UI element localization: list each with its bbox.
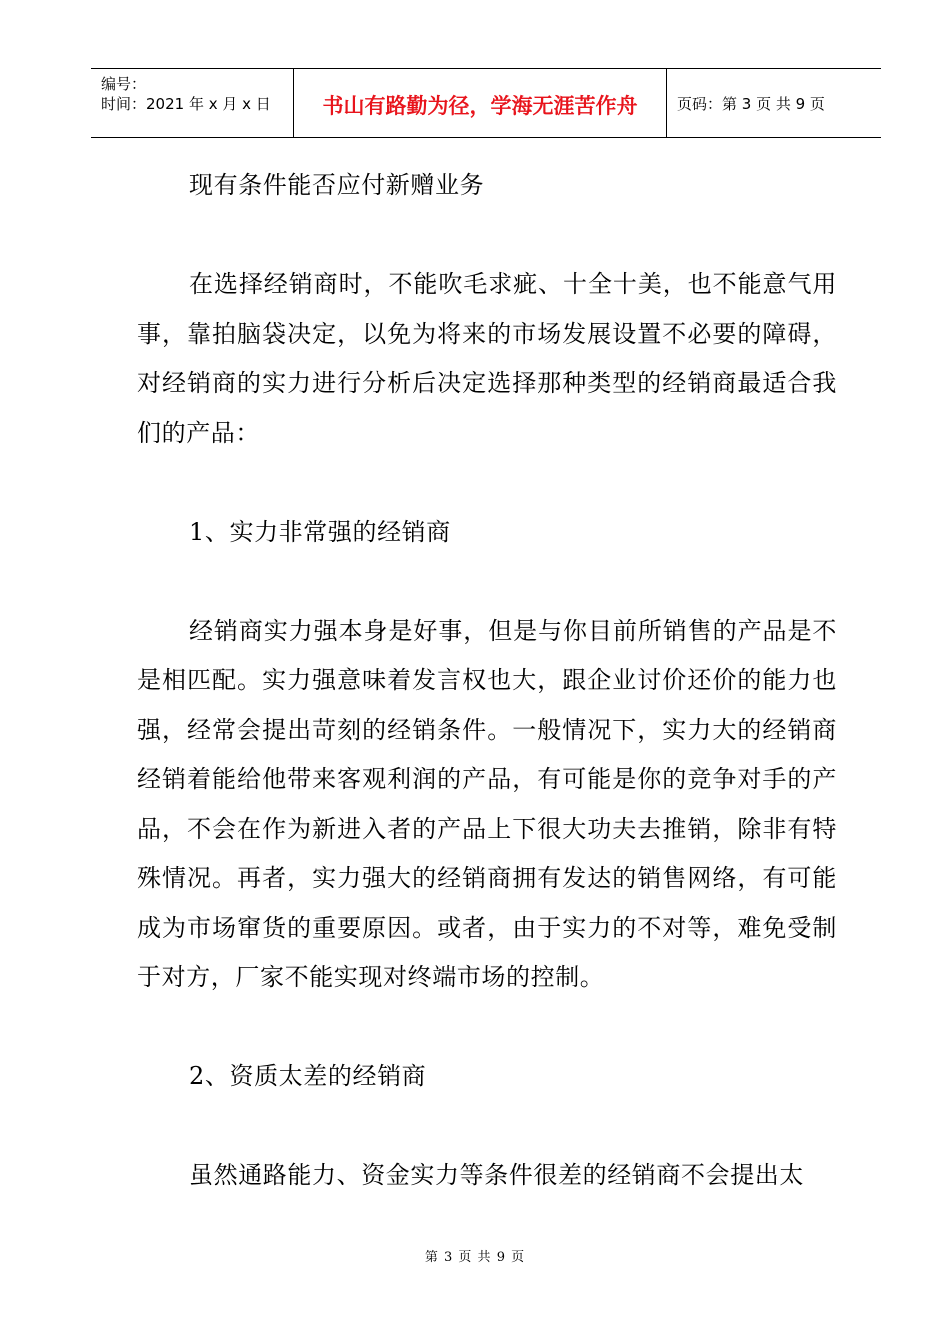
page-footer: 第 3 页 共 9 页	[424, 1250, 526, 1265]
paragraph-spacer	[137, 458, 837, 508]
paragraph: 在选择经销商时，不能吹毛求疵、十全十美，也不能意气用事，靠拍脑袋决定，以免为将来的市场发展设置不必要的障碍，对经销商的实力进行分析后决定选择那种类型的经销商最适合我们的产品：	[137, 270, 837, 447]
header-page-cell	[667, 69, 881, 137]
header-motto: 书山有路勤为径，学海无涯苦作舟	[322, 94, 638, 118]
section-heading: 1、实力非常强的经销商	[189, 517, 451, 546]
section-heading: 2、资质太差的经销商	[189, 1062, 427, 1090]
paragraph-spacer	[137, 211, 837, 261]
paragraph-spacer	[137, 1102, 837, 1152]
document-number-label: 编号：	[101, 75, 147, 93]
paragraph-spacer	[137, 1003, 837, 1053]
paragraph: 经销商实力强本身是好事，但是与你目前所销售的产品是不是相匹配。实力强意味着发言权也大，跟企业讨价还价的能力也强，经常会提出苛刻的经销条件。一般情况下，实力大的经销商经销着能给他带来客观利润的产品，有可能是你的竞争对手的产品，不会在作为新进入者的产品上下很大功夫去推销，除非有特殊情况。再者，实力强大的经销商拥有发达的销售网络，有可能成为市场窜货的重要原因。或者，由于实力的不对等，难免受制于对方，厂家不能实现对终端市场的控制。	[137, 616, 837, 991]
paragraph-spacer	[137, 557, 837, 607]
paragraph: 虽然通路能力、资金实力等条件很差的经销商不会提出太	[189, 1161, 804, 1189]
document-body	[137, 161, 837, 1201]
document-time-label: 时间：2021 年 x 月 x 日	[101, 95, 271, 113]
header-meta-cell	[91, 69, 294, 137]
document-header	[91, 68, 881, 138]
paragraph: 现有条件能否应付新赠业务	[189, 171, 485, 199]
header-page-info: 页码：第 3 页 共 9 页	[677, 94, 825, 113]
header-motto-cell	[294, 69, 667, 137]
